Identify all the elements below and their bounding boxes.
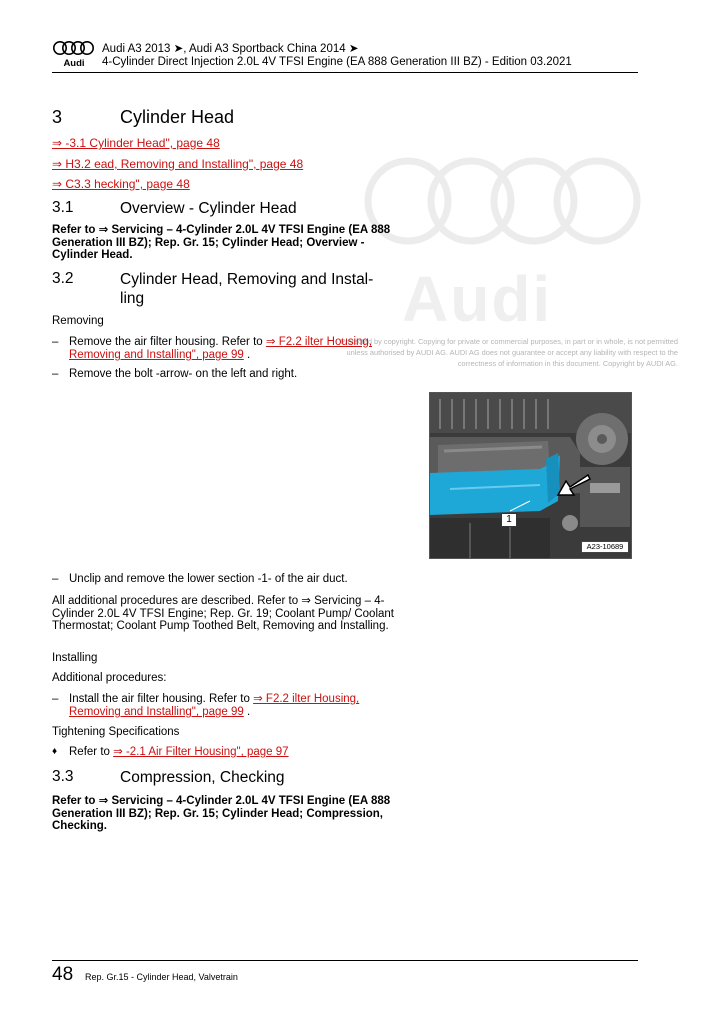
header-divider xyxy=(52,72,638,73)
additional-procedures-label: Additional procedures: xyxy=(52,672,167,684)
link-air-filter-housing[interactable]: ⇒ F2.2 ilter Housing, xyxy=(265,336,373,348)
watermark-audi-word: Audi xyxy=(402,263,553,335)
figure-code: A23-10689 xyxy=(581,541,629,553)
step-unclip-air-duct: Unclip and remove the lower section -1- of the air duct. xyxy=(69,573,348,585)
diamond-bullet: ♦ xyxy=(52,746,58,757)
additional-procedures-text: All additional procedures are described. Refer to ⇒ Servicing – 4-Cylinder 2.0L 4V TFSI Engine; Rep. Gr. 19; Coolant Pump/ Coolant Thermostat; Coolant Pump Toothed Belt, Removing and Installing. xyxy=(52,595,394,632)
tightening-specs-ref: Refer to ⇒ -2.1 Air Filter Housing", page 97 xyxy=(69,746,289,758)
subsection-3-3-number: 3.3 xyxy=(52,768,74,785)
link-air-filter-housing-cont[interactable]: Removing and Installing", page 99 xyxy=(69,349,244,361)
figure-callout-1: 1 xyxy=(501,513,517,527)
section-title: Cylinder Head xyxy=(120,107,235,127)
section-number: 3 xyxy=(52,107,63,127)
step-install-air-filter: Install the air filter housing. Refer to ⇒ F2.2 ilter Housing, Removing and Installing", page 99 . xyxy=(69,693,360,718)
subsection-3-2-title: Cylinder Head, Removing and Instal- ling xyxy=(120,271,374,307)
installing-label: Installing xyxy=(52,652,98,664)
header-title-line2: 4-Cylinder Direct Injection 2.0L 4V TFSI Engine (EA 888 Generation III BZ) - Edition 03.2021 xyxy=(102,56,572,68)
link-air-filter-housing-specs[interactable]: ⇒ -2.1 Air Filter Housing", page 97 xyxy=(113,746,289,758)
tightening-specs-label: Tightening Specifications xyxy=(52,726,180,738)
link-air-filter-housing-install-cont[interactable]: Removing and Installing", page 99 xyxy=(69,706,244,718)
watermark-rings xyxy=(362,155,644,247)
list-dash: – xyxy=(52,573,59,585)
subsection-3-2-number: 3.2 xyxy=(52,270,74,287)
footer-divider xyxy=(52,960,638,961)
step-remove-air-filter: Remove the air filter housing. Refer to ⇒ F2.2 ilter Housing, Removing and Installing", page 99 . xyxy=(69,336,373,361)
subsection-3-1-number: 3.1 xyxy=(52,199,74,216)
toc-link-removing[interactable]: ⇒ H3.2 ead, Removing and Installing", page 48 xyxy=(52,157,304,171)
subsection-3-3-title: Compression, Checking xyxy=(120,769,285,786)
svg-text:Audi: Audi xyxy=(63,58,85,68)
toc-link-checking[interactable]: ⇒ C3.3 hecking", page 48 xyxy=(52,177,190,191)
removing-label: Removing xyxy=(52,315,104,327)
link-air-filter-housing-install[interactable]: ⇒ F2.2 ilter Housing, xyxy=(253,693,360,705)
footer-text: Rep. Gr.15 - Cylinder Head, Valvetrain xyxy=(85,972,238,982)
step-remove-bolt: Remove the bolt -arrow- on the left and right. xyxy=(69,368,298,380)
subsection-3-3-text: Refer to ⇒ Servicing – 4-Cylinder 2.0L 4V TFSI Engine (EA 888 Generation III BZ); Rep. Gr. 15; Cylinder Head; Compression, Checking. xyxy=(52,795,391,832)
list-dash: – xyxy=(52,693,59,705)
audi-rings-logo xyxy=(52,40,96,68)
engine-bay-figure xyxy=(429,392,632,559)
copyright-notice: Protected by copyright. Copying for private or commercial purposes, in part or in whole, is not permitted unless authorised by AUDI AG. AUDI AG does not guarantee or accept any liability with respect to the correctness of information in this document. Copyright by AUDI AG. xyxy=(340,337,678,368)
toc-link-overview[interactable]: ⇒ -3.1 Cylinder Head", page 48 xyxy=(52,136,220,150)
subsection-3-1-text: Refer to ⇒ Servicing – 4-Cylinder 2.0L 4V TFSI Engine (EA 888 Generation III BZ); Rep. Gr. 15; Cylinder Head; Overview - Cylinder Head. xyxy=(52,224,391,261)
list-dash: – xyxy=(52,368,59,380)
subsection-3-1-title: Overview - Cylinder Head xyxy=(120,200,297,217)
header-title-line1: Audi A3 2013 ➤, Audi A3 Sportback China 2014 ➤ xyxy=(102,43,359,55)
page-number: 48 xyxy=(52,964,74,985)
list-dash: – xyxy=(52,336,59,348)
